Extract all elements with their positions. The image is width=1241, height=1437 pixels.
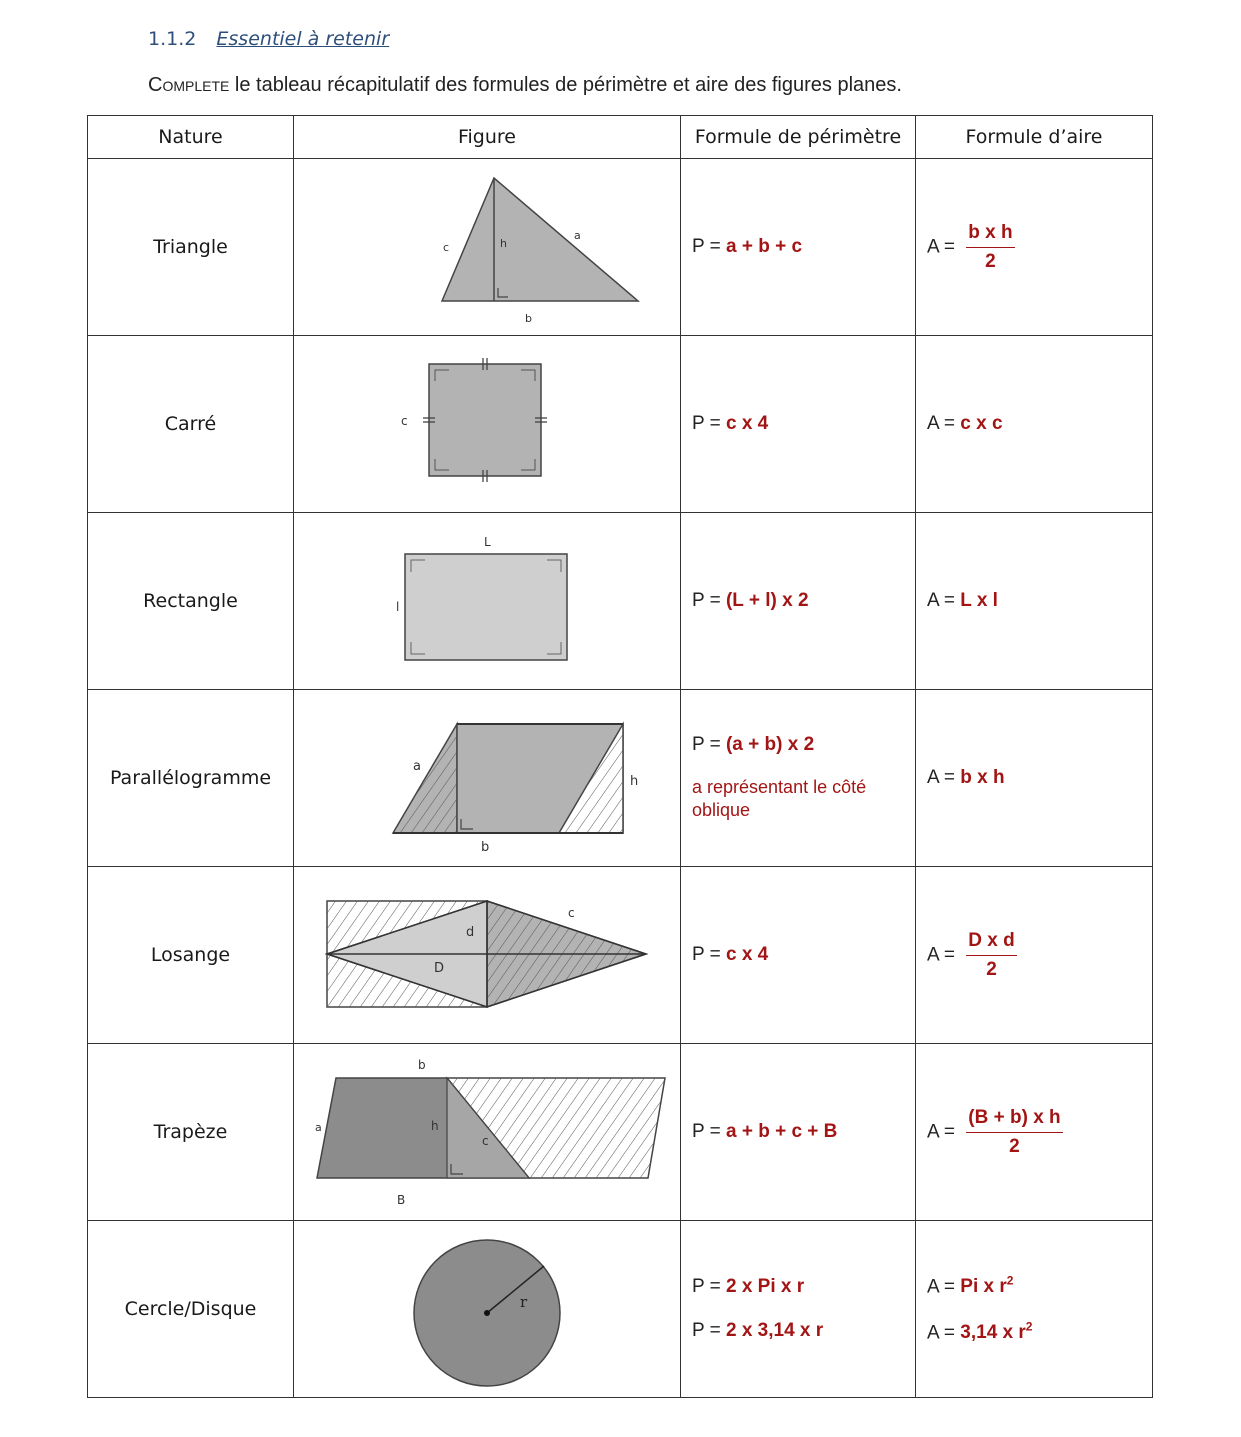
figure-losange (294, 867, 681, 1044)
instruction-rest: le tableau récapitulatif des formules de périmètre et aire des figures planes. (229, 74, 902, 96)
area-carre (916, 336, 1153, 513)
perimeter-value-2: 2 x 3,14 x r (725, 1320, 824, 1341)
area-losange (916, 867, 1153, 1044)
perimeter-value: a + b + c + B (725, 1121, 838, 1142)
label-a: a (315, 1121, 322, 1134)
label-b: b (481, 840, 490, 855)
perimeter-value: a + b + c (725, 236, 803, 257)
nature-cercle: Cercle/Disque (88, 1221, 294, 1398)
table-row (88, 1044, 1153, 1221)
area-exponent: 2 (1006, 1273, 1014, 1288)
label-l: l (396, 600, 400, 614)
fraction-numerator: (B + b) x h (966, 1107, 1062, 1133)
area-prefix: A = (927, 767, 961, 788)
area-prefix: A = (927, 236, 961, 258)
header-nature: Nature (88, 116, 294, 159)
table-row (88, 513, 1153, 690)
fraction-denominator: 2 (1009, 1135, 1020, 1157)
figure-parallelogramme (294, 690, 681, 867)
label-c: c (401, 414, 408, 428)
nature-trapeze: Trapèze (88, 1044, 294, 1221)
area-fraction (966, 1107, 1062, 1158)
perimeter-prefix: P = (692, 733, 726, 755)
nature-losange: Losange (88, 867, 294, 1044)
figure-cercle (294, 1221, 681, 1398)
perimeter-losange (681, 867, 916, 1044)
area-value (960, 1273, 1014, 1297)
perimeter-value: 2 x Pi x r (725, 1276, 805, 1297)
perimeter-prefix-2: P = (692, 1320, 726, 1341)
label-B: B (397, 1193, 406, 1207)
area-prefix: A = (927, 944, 961, 966)
fraction-denominator: 2 (986, 958, 997, 980)
area-line2 (927, 1320, 1152, 1344)
area-prefix: A = (927, 1276, 961, 1297)
figure-trapeze (294, 1044, 681, 1221)
label-a: a (413, 759, 421, 774)
area-fraction (966, 930, 1016, 981)
fraction-denominator: 2 (985, 250, 996, 272)
perimeter-value: (a + b) x 2 (725, 733, 815, 755)
section-heading (148, 28, 389, 50)
label-d: d (466, 925, 475, 940)
area-value-text: Pi x r (960, 1276, 1007, 1297)
area-fraction (966, 222, 1014, 273)
center-point (484, 1310, 490, 1316)
area-value: L x l (960, 590, 998, 611)
area-value-2 (960, 1322, 1032, 1343)
label-b: b (525, 312, 532, 325)
label-b: b (418, 1058, 426, 1072)
area-value: b x h (960, 767, 1005, 788)
area-parallelogramme (916, 690, 1153, 867)
area-prefix: A = (927, 413, 961, 434)
nature-triangle: Triangle (88, 159, 294, 336)
table-row (88, 690, 1153, 867)
nature-carre: Carré (88, 336, 294, 513)
fraction-numerator: b x h (966, 222, 1014, 248)
table-row (88, 336, 1153, 513)
table-row (88, 1221, 1153, 1398)
perimeter-trapeze (681, 1044, 916, 1221)
fraction-numerator: D x d (966, 930, 1016, 956)
formula-table (87, 115, 1153, 1398)
rectangle-figure (337, 526, 637, 676)
label-c: c (482, 1134, 489, 1148)
table-row (88, 867, 1153, 1044)
perimeter-prefix: P = (692, 944, 726, 965)
section-title: Essentiel à retenir (216, 28, 390, 50)
square-figure (337, 349, 637, 499)
perimeter-prefix: P = (692, 1121, 726, 1142)
perimeter-prefix: P = (692, 413, 726, 434)
perimeter-value: c x 4 (725, 413, 769, 434)
figure-rectangle (294, 513, 681, 690)
area-triangle (916, 159, 1153, 336)
nature-parallelogramme: Parallélogramme (88, 690, 294, 867)
area-value: c x c (960, 413, 1003, 434)
section-number: 1.1.2 (148, 28, 197, 50)
perimeter-cercle (681, 1221, 916, 1398)
figure-carre (294, 336, 681, 513)
area-prefix-2: A = (927, 1322, 961, 1344)
label-h: h (630, 774, 639, 789)
area-prefix: A = (927, 1121, 961, 1143)
header-row (88, 116, 1153, 159)
triangle-figure (337, 162, 637, 332)
area-prefix: A = (927, 590, 961, 611)
perimeter-value: (L + l) x 2 (725, 590, 809, 611)
perimeter-note: a représentant le côté oblique (692, 776, 867, 820)
label-c: c (443, 241, 450, 254)
label-a: a (574, 229, 581, 242)
perimeter-rectangle (681, 513, 916, 690)
area-exponent-2: 2 (1025, 1320, 1033, 1334)
area-trapeze (916, 1044, 1153, 1221)
perimeter-carre (681, 336, 916, 513)
nature-rectangle: Rectangle (88, 513, 294, 690)
header-perimeter: Formule de périmètre (681, 116, 916, 159)
label-h: h (500, 237, 507, 250)
label-r: r (520, 1293, 528, 1311)
parallelogram-figure (337, 703, 637, 853)
perimeter-triangle (681, 159, 916, 336)
label-L: L (484, 535, 491, 549)
perimeter-prefix: P = (692, 236, 726, 257)
label-h: h (431, 1119, 439, 1133)
label-c: c (568, 906, 575, 920)
perimeter-prefix: P = (692, 1276, 726, 1297)
triangle-shape (442, 178, 638, 301)
rectangle-shape (405, 554, 567, 660)
label-D: D (434, 961, 445, 976)
area-rectangle (916, 513, 1153, 690)
perimeter-line2 (692, 1320, 915, 1342)
table-row (88, 159, 1153, 336)
header-figure: Figure (294, 116, 681, 159)
instruction-text (148, 74, 902, 97)
area-cercle (916, 1221, 1153, 1398)
figure-triangle (294, 159, 681, 336)
perimeter-value: c x 4 (725, 944, 769, 965)
perimeter-parallelogramme (681, 690, 916, 867)
perimeter-prefix: P = (692, 590, 726, 611)
square-shape (429, 364, 541, 476)
area-value-2-text: 3,14 x r (960, 1322, 1026, 1344)
rhombus-figure (317, 880, 657, 1030)
circle-figure (337, 1229, 637, 1389)
header-area: Formule d’aire (916, 116, 1153, 159)
trapezoid-figure (307, 1057, 667, 1207)
instruction-caps: Complete (148, 74, 230, 96)
